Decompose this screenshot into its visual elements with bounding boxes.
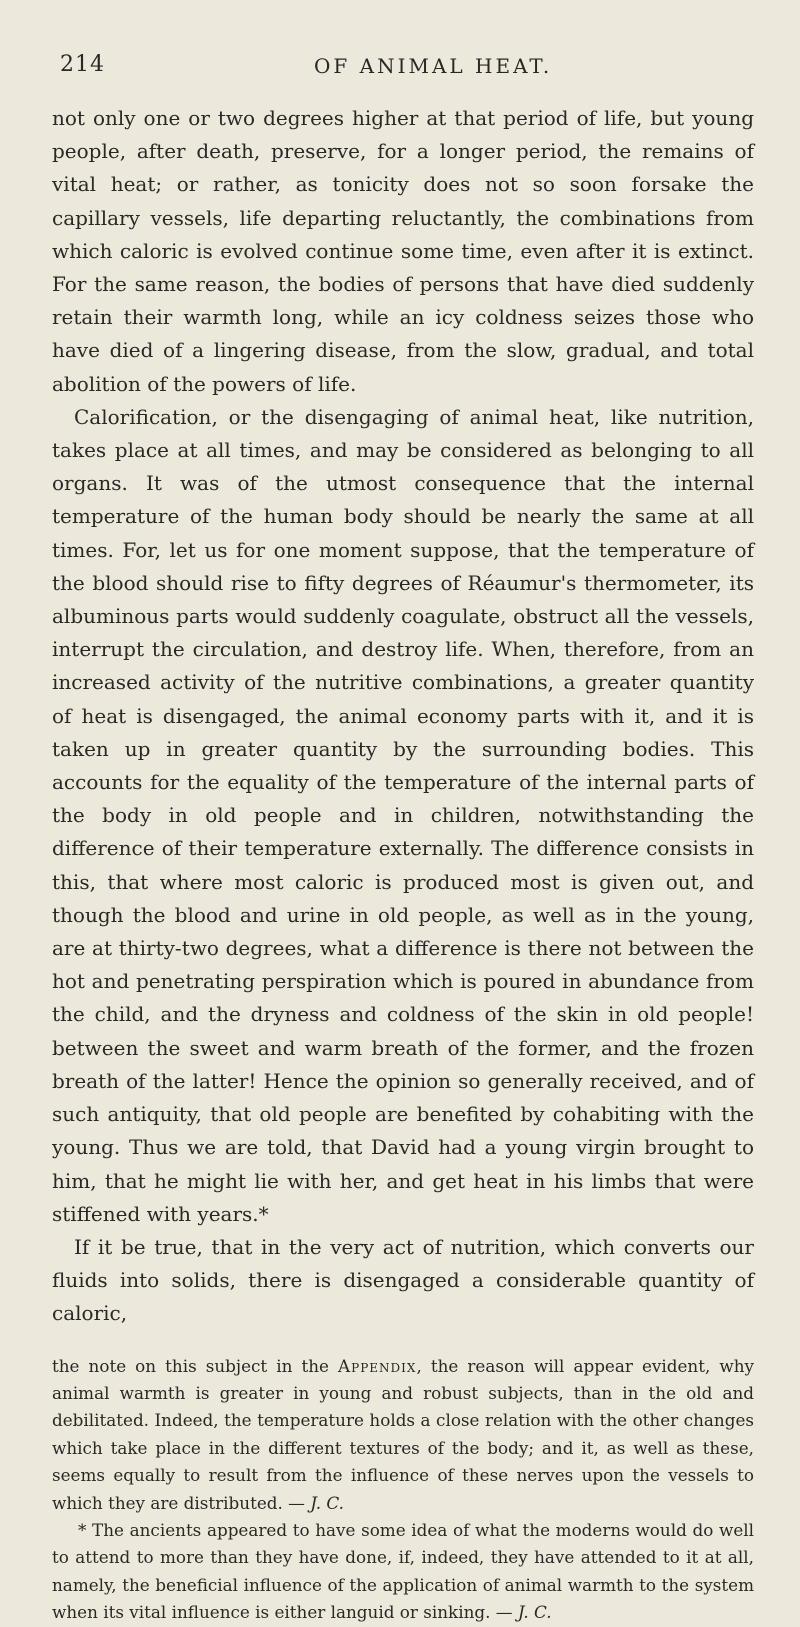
page-number: 214: [60, 52, 105, 77]
paragraph-continued: not only one or two degrees higher at that period of life, but young people, after death, preserve, for a longer period, the remains of vital heat; or rather, as tonicity does not so soon forsake the capillary vessels, life departing reluctantly, the combinations from which caloric is evolved continue some time, even after it is extinct. For the same reason, the bodies of persons that have died suddenly retain their warmth long, while an icy coldness seizes those who have died of a lingering disease, from the slow, gradual, and total abolition of the powers of life.: [52, 106, 754, 396]
page-header: [52, 52, 754, 86]
footnote-text: , the reason will appear evident, why animal warmth is greater in young and robust subjects, than in the old and debilitated. Indeed, the temperature holds a close relation with the other changes which take place in the different textures of the body; and it, as well as these, seems equally to result from the influence of these nerves upon the vessels to which they are distributed. —: [52, 1355, 754, 1513]
paragraph-calorification: Calorification, or the disengaging of animal heat, like nutrition, takes place at all times, and may be considered as belonging to all organs. It was of the utmost consequence that the internal temperature of the human body should be nearly the same at all times. For, let us for one moment suppose, that the temperature of the blood should rise to fifty degrees of Réaumur's thermometer, its albuminous parts would suddenly coagulate, obstruct all the vessels, interrupt the circulation, and destroy life. When, therefore, from an increased activity of the nutritive combinations, a greater quantity of heat is disengaged, the animal economy parts with it, and it is taken up in greater quantity by the surrounding bodies. This accounts for the equality of the temperature of the internal parts of the body in old people and in children, notwithstanding the difference of their temperature externally. The difference consists in this, that where most caloric is produced most is given out, and though the blood and urine in old people, as well as in the young, are at thirty-two degrees, what a difference is there not between the hot and penetrating perspiration which is poured in abundance from the child, and the dryness and coldness of the skin in old people! between the sweet and warm breath of the former, and the frozen breath of the latter! Hence the opinion so generally received, and of such antiquity, that old people are benefited by cohabiting with the young. Thus we are told, that David had a young virgin brought to him, that he might lie with her, and get heat in his limbs that were stiffened with years.*: [52, 404, 754, 1226]
footnote-text: * The ancients appeared to have some idea of what the moderns would do well to attend to more than they have done, if, indeed, they have attended to it at all, namely, the beneficial influence of the application of animal warmth to the system when its vital influence is either languid or sinking. —: [52, 1519, 754, 1623]
appendix-reference: Appendix: [338, 1355, 417, 1376]
footnote-continued: [52, 1353, 754, 1517]
running-title: OF ANIMAL HEAT.: [314, 54, 553, 78]
footnotes: [52, 1353, 754, 1627]
footnote-text: the note on this subject in the: [52, 1355, 339, 1376]
footnote-signature: J. C.: [310, 1492, 344, 1513]
footnote-signature: J. C.: [517, 1602, 552, 1623]
paragraph-nutrition: If it be true, that in the very act of nutrition, which converts our fluids into solids, there is disengaged a considerable quantity of caloric,: [52, 1234, 754, 1326]
main-text: [52, 102, 754, 1331]
footnote-ancients: [52, 1517, 754, 1627]
